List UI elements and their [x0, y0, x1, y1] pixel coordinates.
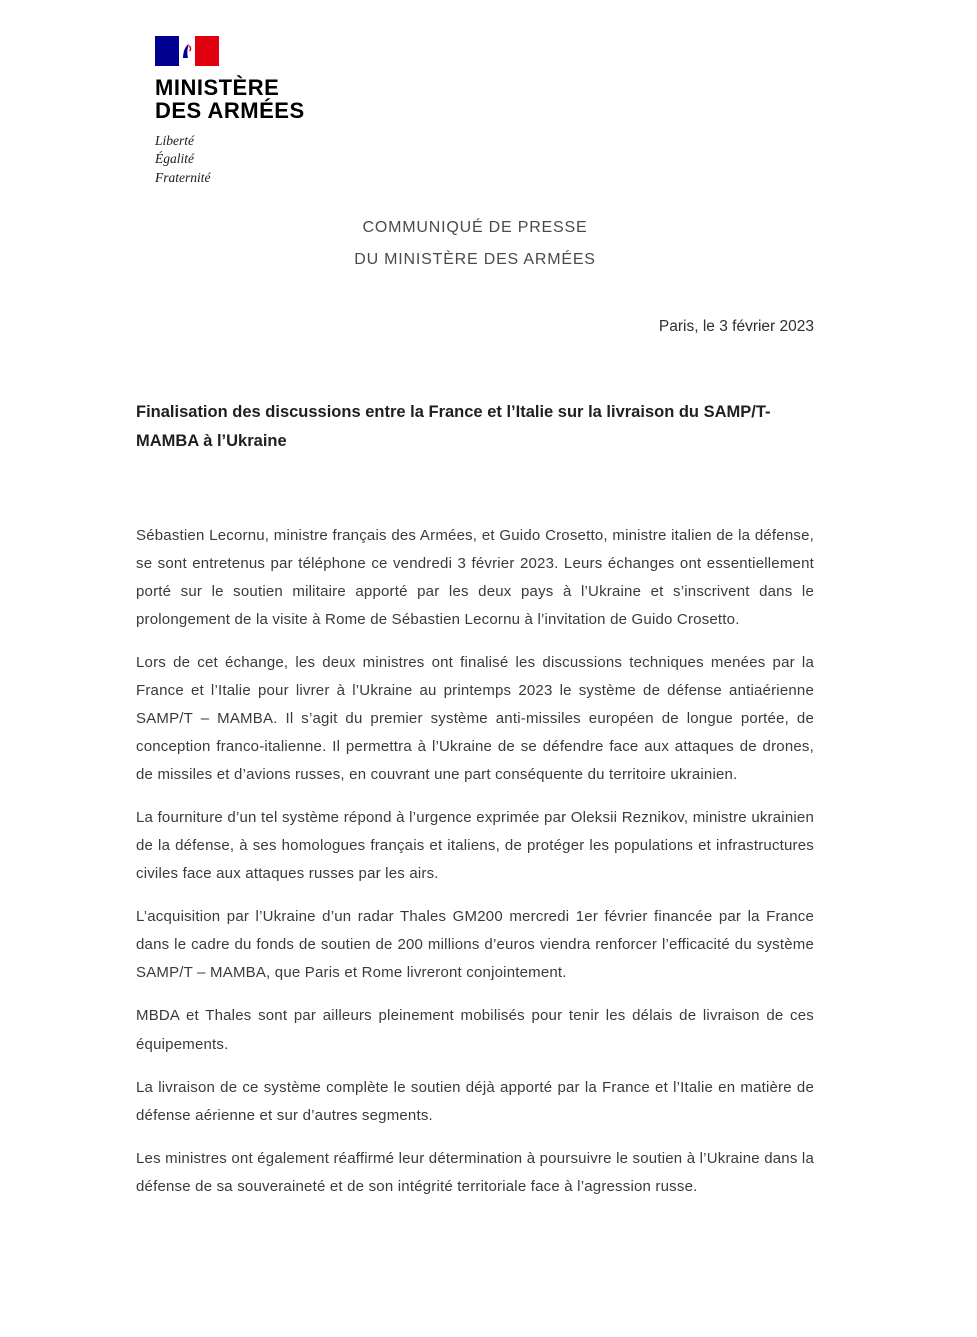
paragraph: Lors de cet échange, les deux ministres ont finalisé les discussions techniques menées par la France et l’Italie pour livrer à l’Ukraine au printemps 2023 le système de défense antiaérienne SAMP/T – MAMBA. Il s’agit du premier système anti-missiles européen de longue portée, de conception franco-italienne. Il permettra à l’Ukraine de se défendre face aux attaques de drones, de missiles et d’avions russes, en couvrant une part conséquente du territoire ukrainien. — [136, 653, 814, 784]
press-header-line1: COMMUNIQUÉ DE PRESSE — [362, 219, 588, 236]
paragraph: Les ministres ont également réaffirmé leur détermination à poursuivre le soutien à l’Ukraine dans la défense de sa souveraineté et de son intégrité territoriale face à l’agression russe. — [136, 1149, 814, 1195]
ministry-name-line2: DES ARMÉES — [155, 98, 305, 124]
press-release-header — [136, 212, 814, 276]
dateline: Paris, le 3 février 2023 — [658, 318, 814, 335]
motto-egalite: Égalité — [155, 151, 194, 167]
body-paragraphs — [136, 522, 814, 1201]
motto-liberte: Liberté — [155, 133, 194, 149]
paragraph: L’acquisition par l’Ukraine d’un radar Thales GM200 mercredi 1er février financée par la France dans le cadre du fonds de soutien de 200 millions d’euros viendra renforcer l’efficacité du système SAMP/T – MAMBA, que Paris et Rome livreront conjointement. — [136, 908, 814, 982]
paragraph: La livraison de ce système complète le soutien déjà apporté par la France et l’Italie en matière de défense aérienne et sur d’autres segments. — [136, 1078, 814, 1124]
press-header-line2: DU MINISTÈRE DES ARMÉES — [354, 251, 596, 268]
paragraph: Sébastien Lecornu, ministre français des Armées, et Guido Crosetto, ministre italien de la défense, se sont entretenus par téléphone ce vendredi 3 février 2023. Leurs échanges ont essentiellement porté sur le soutien militaire apporté par les deux pays à l’Ukraine et s’inscrivent dans le prolongement de la visite à Rome de Sébastien Lecornu à l’invitation de Guido Crosetto. — [136, 526, 814, 628]
paragraph: La fourniture d’un tel système répond à l’urgence exprimée par Oleksii Reznikov, ministre ukrainien de la défense, à ses homologues français et italiens, de protéger les populations et infrastructures civiles face aux attaques russes par les airs. — [136, 809, 814, 883]
document-title: Finalisation des discussions entre la France et l’Italie sur la livraison du SAMP/T-MAMBA à l’Ukraine — [136, 403, 771, 450]
ministry-name-line1: MINISTÈRE — [155, 75, 280, 100]
paragraph: MBDA et Thales sont par ailleurs pleinement mobilisés pour tenir les délais de livraison de ces équipements. — [136, 1007, 814, 1053]
content-column — [136, 0, 814, 1216]
motto-fraternite: Fraternité — [155, 169, 211, 185]
